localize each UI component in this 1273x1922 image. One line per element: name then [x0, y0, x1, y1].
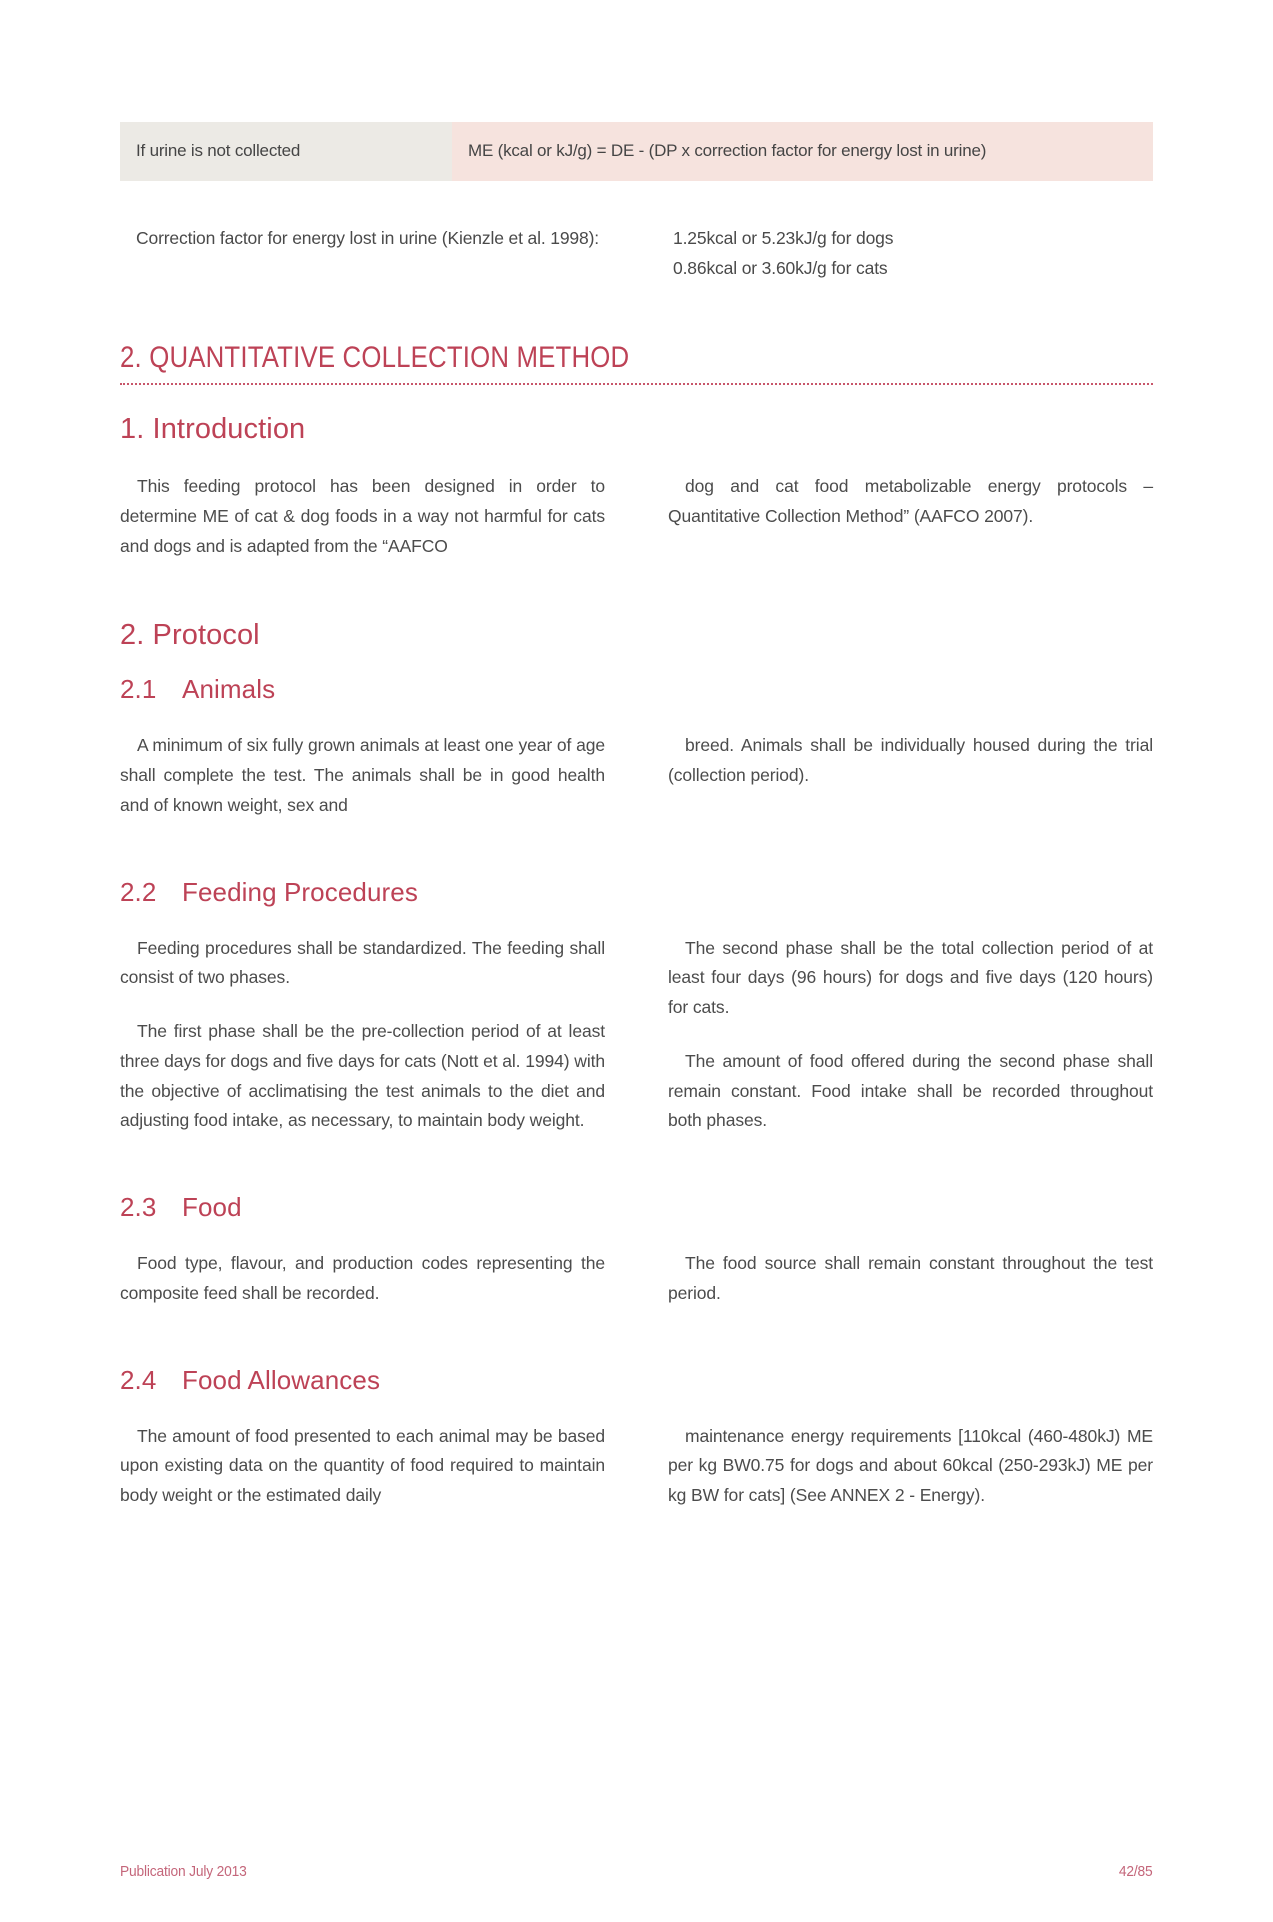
- introduction-left-column: [120, 472, 605, 561]
- spacer: [120, 1309, 1153, 1343]
- heading-animals: [120, 674, 1153, 705]
- document-page: [0, 122, 1273, 1922]
- heading-food-allowances-label: Food Allowances: [182, 1364, 381, 1395]
- heading-feeding-procedures-number: 2.2: [120, 876, 157, 907]
- correction-factor-block: [120, 223, 1153, 283]
- food-columns: [120, 1249, 1153, 1309]
- feeding-procedures-left-column: [120, 934, 605, 1137]
- heading-food: [120, 1192, 1153, 1223]
- paragraph: breed. Animals shall be individually housed during the trial (collection period).: [668, 735, 1153, 786]
- footer-page-number: 42/85: [1119, 1863, 1153, 1880]
- heading-food-allowances-number: 2.4: [120, 1364, 157, 1395]
- footer-publication: Publication July 2013: [120, 1863, 247, 1880]
- animals-left-column: [120, 731, 605, 820]
- paragraph: The amount of food offered during the second phase shall remain constant. Food intake shall be recorded throughout both phases.: [668, 1050, 1153, 1131]
- page-footer: [120, 1863, 1153, 1880]
- paragraph: maintenance energy requirements [110kcal (460-480kJ) ME per kg BW0.75 for dogs and about 60kcal (250-293kJ) ME per kg BW for cats] (See ANNEX 2 - Energy).: [668, 1425, 1153, 1506]
- animals-right-column: [668, 731, 1153, 820]
- food-allowances-left-column: [120, 1422, 605, 1511]
- heading-food-label: Food: [182, 1192, 242, 1223]
- feeding-procedures-columns: [120, 934, 1153, 1137]
- formula-condition-cell: If urine is not collected: [120, 122, 452, 181]
- spacer: [120, 1136, 1153, 1170]
- paragraph: This feeding protocol has been designed in order to determine ME of cat & dog foods in a way not harmful for cats and dogs and is adapted from the “AAFCO: [120, 476, 605, 556]
- introduction-right-column: [668, 472, 1153, 561]
- correction-factor-dogs: 1.25kcal or 5.23kJ/g for dogs: [673, 227, 894, 248]
- feeding-procedures-right-column: [668, 934, 1153, 1137]
- paragraph: The amount of food presented to each animal may be based upon existing data on the quantity of food required to maintain body weight or the estimated daily: [120, 1425, 605, 1506]
- correction-factor-values: [673, 223, 1153, 283]
- heading-animals-number: 2.1: [120, 674, 157, 705]
- animals-columns: [120, 731, 1153, 820]
- food-right-column: [668, 1249, 1153, 1309]
- paragraph: The first phase shall be the pre-collection period of at least three days for dogs and five days for cats (Nott et al. 1994) with the objective of acclimatising the test animals to the diet and adjusting food intake, as necessary, to maintain body weight.: [120, 1021, 605, 1131]
- paragraph: The food source shall remain constant throughout the test period.: [668, 1253, 1153, 1303]
- table-row: [120, 122, 1153, 181]
- heading-animals-label: Animals: [182, 674, 276, 705]
- heading-introduction: 1. Introduction: [120, 413, 306, 446]
- paragraph: Food type, flavour, and production codes representing the composite feed shall be recorded.: [120, 1253, 605, 1303]
- heading-protocol: 2. Protocol: [120, 619, 260, 652]
- food-allowances-right-column: [668, 1422, 1153, 1511]
- heading-feeding-procedures: [120, 877, 1153, 908]
- heading-food-number: 2.3: [120, 1192, 157, 1223]
- introduction-columns: [120, 472, 1153, 561]
- paragraph: The second phase shall be the total collection period of at least four days (96 hours) for dogs and five days (120 hours) for cats.: [668, 937, 1153, 1018]
- formula-equation-cell: ME (kcal or kJ/g) = DE - (DP x correction factor for energy lost in urine): [452, 122, 1153, 181]
- paragraph: A minimum of six fully grown animals at least one year of age shall complete the test. The animals shall be in good health and of known weight, sex and: [120, 735, 605, 815]
- food-left-column: [120, 1249, 605, 1309]
- correction-factor-term: Correction factor for energy lost in urine (Kienzle et al. 1998):: [136, 227, 599, 248]
- spacer: [120, 821, 1153, 855]
- correction-factor-cats: 0.86kcal or 3.60kJ/g for cats: [673, 258, 888, 279]
- paragraph: Feeding procedures shall be standardized. The feeding shall consist of two phases.: [120, 937, 605, 988]
- heading-food-allowances: [120, 1365, 1153, 1396]
- chapter-heading-container: [120, 341, 1153, 385]
- paragraph: dog and cat food metabolizable energy protocols – Quantitative Collection Method” (AAFCO 2007).: [668, 476, 1153, 526]
- chapter-title: 2. QUANTITATIVE COLLECTION METHOD: [120, 341, 630, 375]
- formula-table: [120, 122, 1153, 181]
- food-allowances-columns: [120, 1422, 1153, 1511]
- heading-feeding-procedures-label: Feeding Procedures: [182, 876, 418, 907]
